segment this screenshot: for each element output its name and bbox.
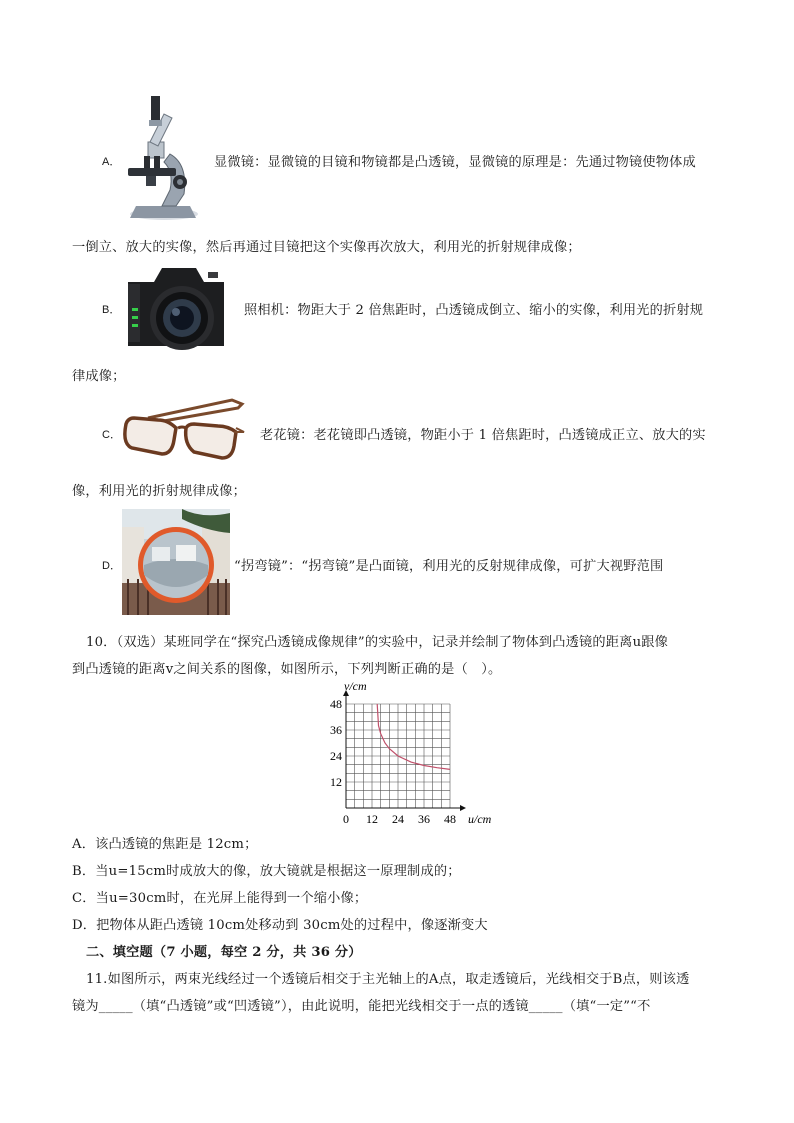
q10-choice-a: A．该凸透镜的焦距是 12cm； <box>72 837 258 852</box>
option-a-text-continued: 一倒立、放大的实像，然后再通过目镜把这个实像再次放大，利用光的折射规律成像； <box>72 240 581 255</box>
glasses-image <box>118 396 246 468</box>
microscope-image <box>118 94 202 222</box>
option-b-text-continued: 律成像； <box>72 369 126 384</box>
y-tick-label: 36 <box>330 723 342 737</box>
question-11-line1: 11.如图所示，两束光线经过一个透镜后相交于主光轴上的A点，取走透镜后，光线相交于B点，则该透 <box>86 972 690 987</box>
x-tick-label: 12 <box>366 812 378 826</box>
x-axis-label: u/cm <box>468 812 492 826</box>
x-tick-label: 0 <box>343 812 349 826</box>
section-2-heading: 二、填空题（7 小题，每空 2 分，共 36 分） <box>86 945 362 960</box>
option-c-text-continued: 像，利用光的折射规律成像； <box>72 484 247 499</box>
y-tick-label: 12 <box>330 775 342 789</box>
q10-choice-c: C．当u=30cm时，在光屏上能得到一个缩小像； <box>72 891 368 906</box>
camera-image <box>124 262 228 354</box>
uv-curve <box>377 704 450 769</box>
uv-chart <box>318 678 498 824</box>
q10-choice-d: D．把物体从距凸透镜 10cm处移动到 30cm处的过程中，像逐渐变大 <box>72 918 488 933</box>
option-c-letter: C． <box>102 429 121 441</box>
option-a-letter: A． <box>102 156 121 168</box>
y-axis-label: v/cm <box>344 679 367 693</box>
option-d-letter: D． <box>102 560 121 572</box>
question-10-stem-line2: 到凸透镜的距离v之间关系的图像，如图所示，下列判断正确的是（ ）。 <box>72 662 502 677</box>
x-tick-label: 48 <box>444 812 456 826</box>
option-a-text: 显微镜：显微镜的目镜和物镜都是凸透镜，显微镜的原理是：先通过物镜使物体成 <box>214 155 696 170</box>
question-10-stem-line1: 10．（双选）某班同学在“探究凸透镜成像规律”的实验中，记录并绘制了物体到凸透镜的距离u跟像 <box>86 635 669 650</box>
option-d-text: “拐弯镜”：“拐弯镜”是凸面镜，利用光的反射规律成像，可扩大视野范围 <box>234 559 664 574</box>
q10-choice-b: B．当u=15cm时成放大的像，放大镜就是根据这一原理制成的； <box>72 864 461 879</box>
x-tick-label: 36 <box>418 812 430 826</box>
convex-mirror-image <box>122 509 230 615</box>
y-tick-label: 24 <box>330 749 342 763</box>
option-b-letter: B． <box>102 304 121 316</box>
option-c-text: 老花镜：老花镜即凸透镜，物距小于 1 倍焦距时，凸透镜成正立、放大的实 <box>260 428 706 443</box>
x-axis-arrow <box>460 805 466 811</box>
question-11-line2: 镜为_____（填“凸透镜”或“凹透镜”），由此说明，能把光线相交于一点的透镜_____（填“一定”“不 <box>72 999 651 1014</box>
option-b-text: 照相机：物距大于 2 倍焦距时，凸透镜成倒立、缩小的实像，利用光的折射规 <box>244 303 704 318</box>
x-tick-label: 24 <box>392 812 404 826</box>
y-tick-label: 48 <box>330 697 342 711</box>
